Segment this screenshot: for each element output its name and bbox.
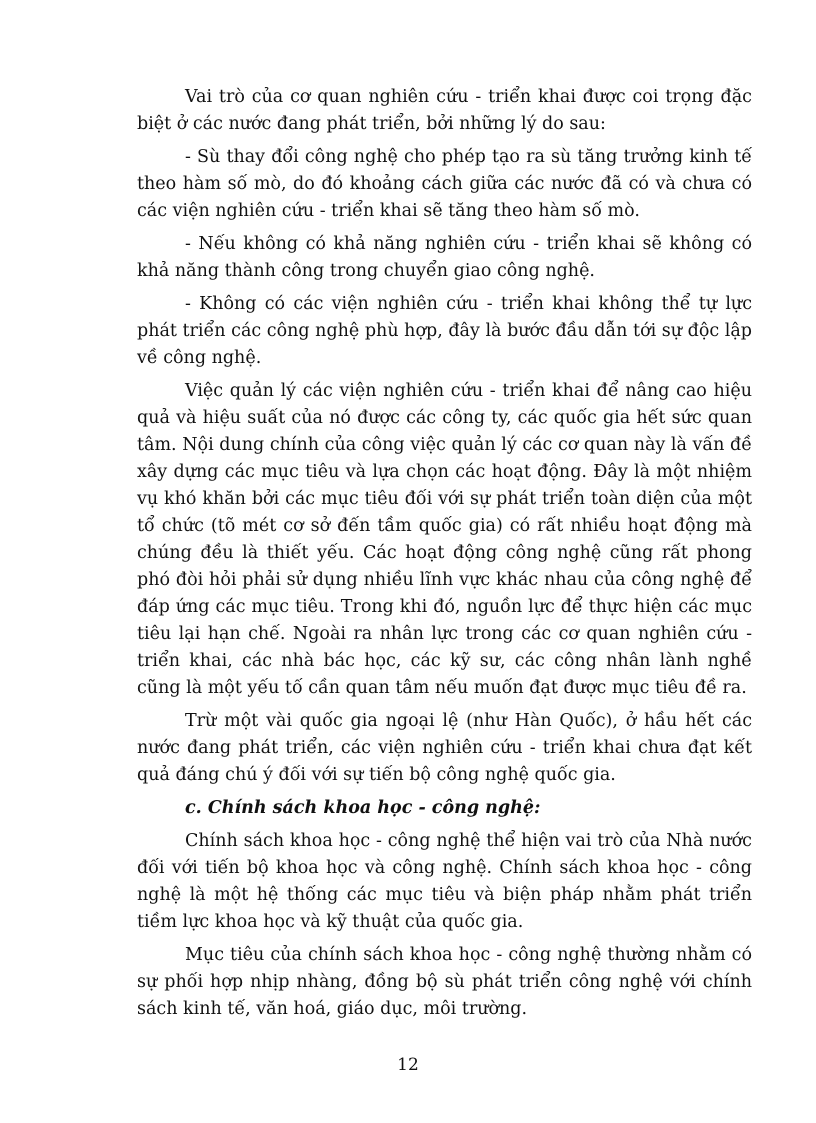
paragraph-policy-definition: Chính sách khoa học - công nghệ thể hiện vai trò của Nhà nước đối với tiến bộ khoa học và công nghệ. Chính sách khoa học - công nghệ là một hệ thống các mục tiêu và biện pháp nhằm phát triển tiềm lực khoa học và kỹ thuật của quốc gia. [137, 831, 752, 932]
section-heading: c. Chính sách khoa học - công nghệ: [185, 798, 541, 818]
document-page [137, 84, 752, 1029]
page-number: 12 [397, 1055, 419, 1075]
paragraph-policy-goal: Mục tiêu của chính sách khoa học - công nghệ thường nhằm có sự phối hợp nhịp nhàng, đồng bộ sù phát triển công nghệ với chính sách kinh tế, văn hoá, giáo dục, môi trường. [137, 945, 752, 1019]
paragraph-bullet-self-reliance: - Không có các viện nghiên cứu - triển khai không thể tự lực phát triển các công nghệ phù hợp, đây là bước đầu dẫn tới sự độc lập về công nghệ. [137, 294, 752, 368]
paragraph-bullet-tech-change: - Sù thay đổi công nghệ cho phép tạo ra sù tăng trưởng kinh tế theo hàm số mò, do đó khoảng cách giữa các nước đã có và chưa có các viện nghiên cứu - triển khai sẽ tăng theo hàm số mò. [137, 147, 752, 221]
paragraph-rd-role: Vai trò của cơ quan nghiên cứu - triển khai được coi trọng đặc biệt ở các nước đang phát triển, bởi những lý do sau: [137, 87, 752, 134]
paragraph-exceptions: Trừ một vài quốc gia ngoại lệ (như Hàn Quốc), ở hầu hết các nước đang phát triển, các viện nghiên cứu - triển khai chưa đạt kết quả đáng chú ý đối với sự tiến bộ công nghệ quốc gia. [137, 711, 752, 785]
paragraph-rd-management: Việc quản lý các viện nghiên cứu - triển khai để nâng cao hiệu quả và hiệu suất của nó được các công ty, các quốc gia hết sức quan tâm. Nội dung chính của công việc quản lý các cơ quan này là vấn đề xây dựng các mục tiêu và lựa chọn các hoạt động. Đây là một nhiệm vụ khó khăn bởi các mục tiêu đối với sự phát triển toàn diện của một tổ chức (tõ mét cơ sở đến tầm quốc gia) có rất nhiều hoạt động mà chúng đều là thiết yếu. Các hoạt động công nghệ cũng rất phong phó đòi hỏi phải sử dụng nhiều lĩnh vực khác nhau của công nghệ để đáp ứng các mục tiêu. Trong khi đó, nguồn lực để thực hiện các mục tiêu lại hạn chế. Ngoài ra nhân lực trong các cơ quan nghiên cứu - triển khai, các nhà bác học, các kỹ sư, các công nhân lành nghề cũng là một yếu tố cần quan tâm nếu muốn đạt được mục tiêu đề ra. [137, 381, 752, 698]
paragraph-bullet-tech-transfer: - Nếu không có khả năng nghiên cứu - triển khai sẽ không có khả năng thành công trong chuyển giao công nghệ. [137, 234, 752, 281]
